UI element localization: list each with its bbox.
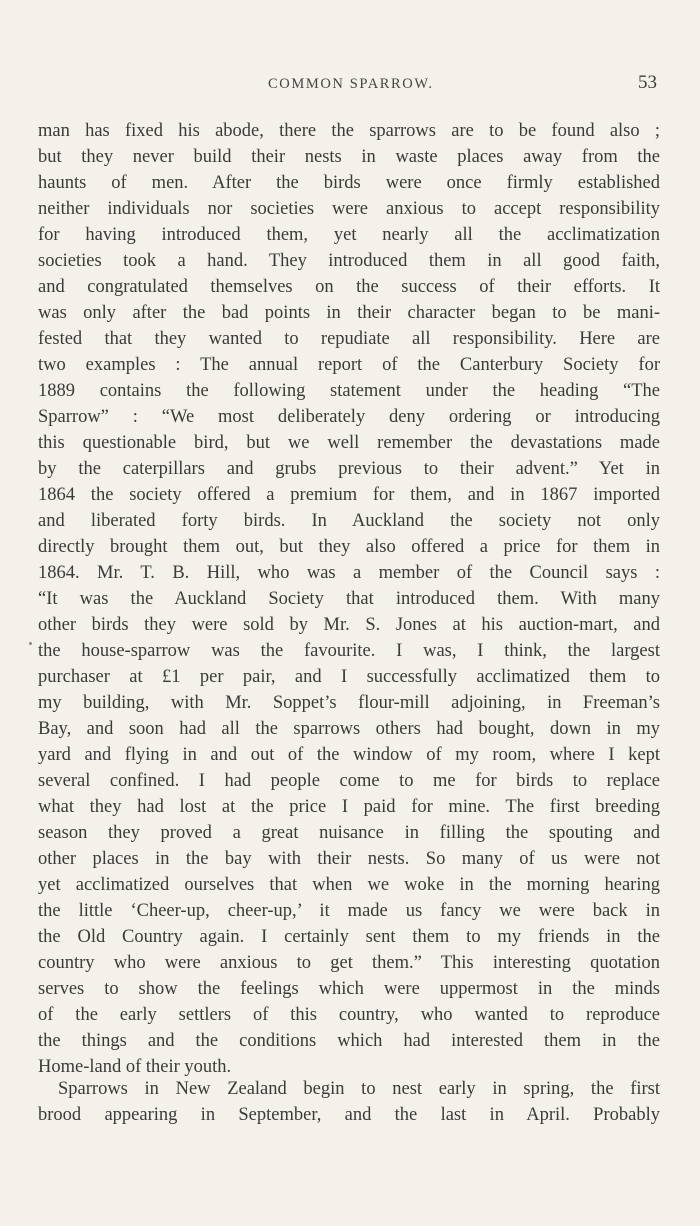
text-line: the things and the conditions which had interested them in the <box>38 1031 660 1051</box>
text-line: 1889 contains the following statement under the heading “The <box>38 381 660 401</box>
text-line: was only after the bad points in their character began to be mani- <box>38 303 660 323</box>
text-line: but they never build their nests in waste places away from the <box>38 147 660 167</box>
body-paragraph <box>38 118 660 1080</box>
running-head <box>0 72 700 100</box>
text-line: neither individuals nor societies were anxious to accept responsibility <box>38 199 660 219</box>
text-line: country who were anxious to get them.” This interesting quotation <box>38 953 660 973</box>
running-title: COMMON SPARROW. <box>268 76 434 92</box>
text-line: two examples : The annual report of the Canterbury Society for <box>38 355 660 375</box>
text-line: man has fixed his abode, there the sparrows are to be found also ; <box>38 121 660 141</box>
text-line: this questionable bird, but we well remember the devastations made <box>38 433 660 453</box>
text-line: my building, with Mr. Soppet’s flour-mill adjoining, in Freeman’s <box>38 693 660 713</box>
text-line: the Old Country again. I certainly sent them to my friends in the <box>38 927 660 947</box>
text-line: directly brought them out, but they also offered a price for them in <box>38 537 660 557</box>
text-line: fested that they wanted to repudiate all responsibility. Here are <box>38 329 660 349</box>
text-line: and congratulated themselves on the success of their efforts. It <box>38 277 660 297</box>
text-line: several confined. I had people come to me for birds to replace <box>38 771 660 791</box>
text-line: Sparrows in New Zealand begin to nest early in spring, the first <box>58 1079 660 1099</box>
text-line: serves to show the feelings which were uppermost in the minds <box>38 979 660 999</box>
text-line: haunts of men. After the birds were once firmly established <box>38 173 660 193</box>
stray-ink-mark <box>29 642 32 645</box>
text-line: the house-sparrow was the favourite. I was, I think, the largest <box>38 641 660 661</box>
text-line: the little ‘Cheer-up, cheer-up,’ it made us fancy we were back in <box>38 901 660 921</box>
text-line: “It was the Auckland Society that introduced them. With many <box>38 589 660 609</box>
text-line: season they proved a great nuisance in filling the spouting and <box>38 823 660 843</box>
text-line: Home-land of their youth. <box>38 1057 232 1077</box>
body-paragraph <box>38 1076 660 1128</box>
text-line: other birds they were sold by Mr. S. Jones at his auction-mart, and <box>38 615 660 635</box>
page-number: 53 <box>638 72 657 93</box>
text-line: 1864. Mr. T. B. Hill, who was a member of the Council says : <box>38 563 660 583</box>
text-line: brood appearing in September, and the last in April. Probably <box>38 1105 660 1125</box>
text-line: yard and flying in and out of the window of my room, where I kept <box>38 745 660 765</box>
text-line: other places in the bay with their nests. So many of us were not <box>38 849 660 869</box>
text-line: Bay, and soon had all the sparrows others had bought, down in my <box>38 719 660 739</box>
text-line: Sparrow” : “We most deliberately deny ordering or introducing <box>38 407 660 427</box>
text-line: what they had lost at the price I paid for mine. The first breeding <box>38 797 660 817</box>
text-line: societies took a hand. They introduced them in all good faith, <box>38 251 660 271</box>
text-line: of the early settlers of this country, who wanted to reproduce <box>38 1005 660 1025</box>
text-line: for having introduced them, yet nearly all the acclimatization <box>38 225 660 245</box>
text-line: purchaser at £1 per pair, and I successfully acclimatized them to <box>38 667 660 687</box>
text-line: and liberated forty birds. In Auckland the society not only <box>38 511 660 531</box>
text-line: by the caterpillars and grubs previous to their advent.” Yet in <box>38 459 660 479</box>
text-line: 1864 the society offered a premium for them, and in 1867 imported <box>38 485 660 505</box>
text-line: yet acclimatized ourselves that when we woke in the morning hearing <box>38 875 660 895</box>
